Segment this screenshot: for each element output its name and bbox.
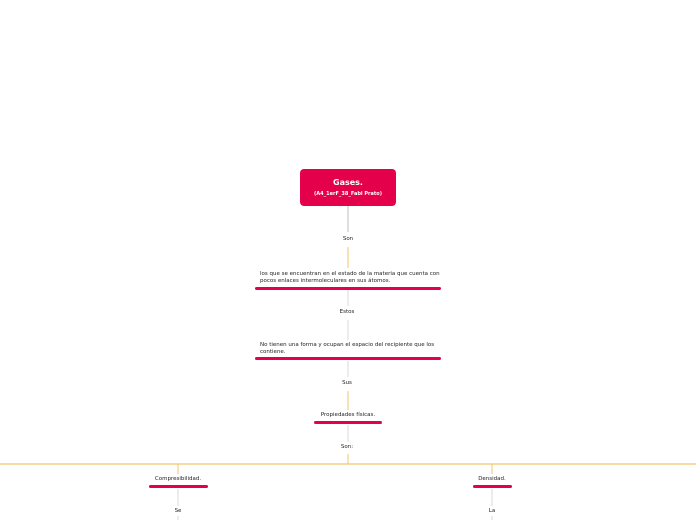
topic-shape-description[interactable]: No tienen una forma y ocupan el espacio del recipiente que los contiene. (260, 342, 435, 355)
topic-compressibility[interactable]: Compresibilidad. (154, 476, 202, 482)
root-subtitle: (A4_1erF_38_Fabi Prato) (314, 191, 382, 197)
root-topic-gases[interactable] (300, 169, 396, 206)
link-label-son[interactable]: Son (342, 236, 354, 242)
topic-density-underline (473, 485, 512, 488)
topic-density[interactable]: Densidad. (478, 476, 506, 482)
root-title: Gases. (333, 178, 363, 187)
topic-physical-properties-underline (314, 421, 382, 424)
link-label-son-colon[interactable]: Son: (340, 444, 354, 450)
link-label-estos[interactable]: Estos (339, 309, 355, 315)
link-label-la[interactable]: La (488, 508, 496, 514)
link-label-se[interactable]: Se (174, 508, 182, 514)
topic-physical-properties[interactable]: Propiedades físicas. (320, 412, 376, 418)
topic-definition-underline (255, 287, 441, 290)
topic-definition[interactable]: los que se encuentran en el estado de la materia que cuenta con pocos enlaces intermoleculares en sus átomos. (260, 271, 440, 284)
topic-compressibility-underline (149, 485, 208, 488)
topic-shape-description-underline (255, 357, 441, 360)
link-label-sus[interactable]: Sus (342, 380, 352, 386)
